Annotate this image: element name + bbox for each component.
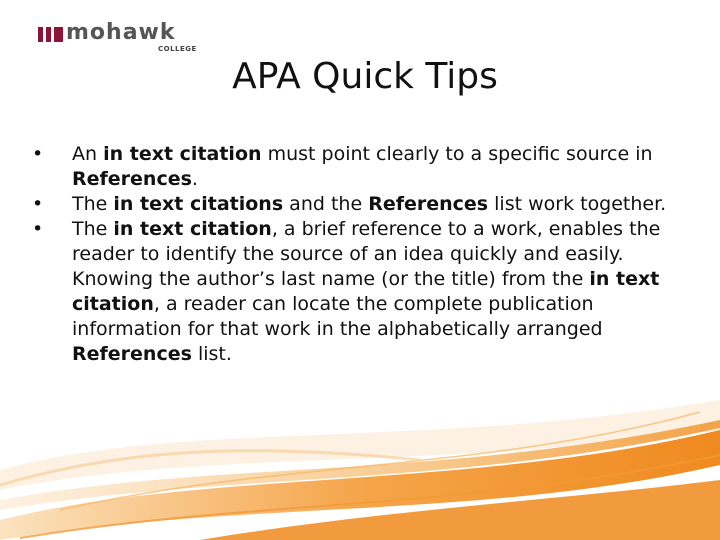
bold-term: References — [72, 168, 192, 190]
bullet-item — [30, 192, 680, 217]
orange-swoosh-decoration — [0, 360, 720, 540]
bold-term: in text citations — [113, 193, 284, 215]
bold-term: in text citation — [113, 218, 272, 240]
logo-bars-icon — [38, 27, 64, 42]
bullet-text: list. — [191, 343, 232, 365]
slide-title: APA Quick Tips — [232, 56, 498, 97]
bullet-text: , a brief reference to a work, enables the reader to identify the source of an idea quickly and easily. Knowing the author’s last name (or the title) from the — [72, 218, 661, 290]
logo-wordmark: mohawk — [66, 20, 176, 45]
bullet-text: . — [191, 168, 198, 190]
bullet-text: list work together. — [488, 193, 667, 215]
bullet-text: , a reader can locate the complete publication information for that work in the alphabetically arranged — [72, 293, 603, 340]
bold-term: References — [72, 343, 192, 365]
mohawk-college-logo — [38, 20, 213, 58]
bullet-list — [30, 142, 680, 367]
bullet-dot-icon: • — [32, 218, 44, 240]
bold-term: in text citation — [72, 268, 660, 315]
bullet-text: The — [72, 218, 114, 240]
bold-term: in text citation — [103, 143, 262, 165]
bullet-text: The — [72, 193, 114, 215]
bullet-item — [30, 217, 680, 367]
bullet-dot-icon: • — [32, 193, 44, 215]
bullet-dot-icon: • — [32, 143, 44, 165]
bold-term: References — [368, 193, 489, 215]
bullet-item — [30, 142, 680, 192]
bullet-text: An — [72, 143, 104, 165]
logo-subtitle: COLLEGE — [158, 45, 197, 53]
bullet-text: and the — [283, 193, 369, 215]
bullet-text: must point clearly to a specific source in — [261, 143, 653, 165]
